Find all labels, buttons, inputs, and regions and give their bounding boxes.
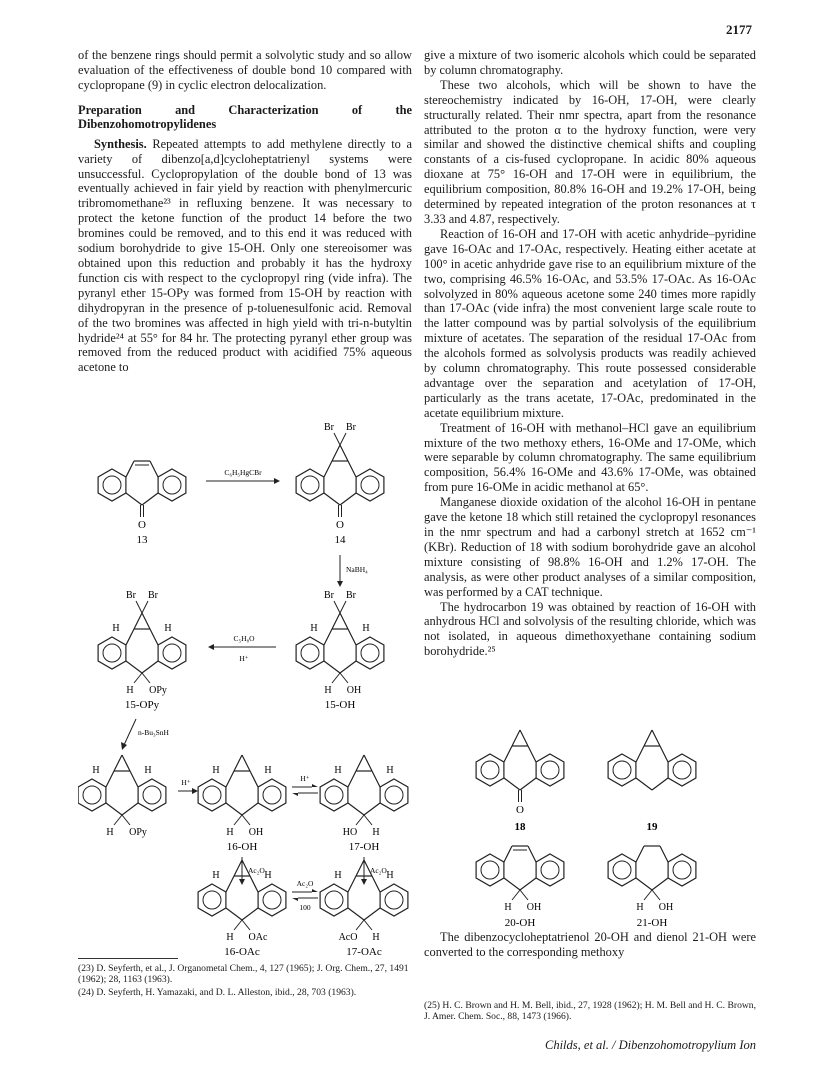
arrow-head (274, 478, 280, 484)
right-paragraph-4: Treatment of 16-OH with methanol–HCl gave an equilibrium mixture of the two methoxy ethers, 16-OMe and 17-OMe, which were separable by column chromatography. The same equilibrium composition, 56.4% 16-OMe and 43.6% 17-OMe, was obtained from pure 16-OMe in acidic methanol at 65°. (424, 420, 756, 495)
atom-label: H (362, 623, 370, 634)
right-paragraph-6: The hydrocarbon 19 was obtained by reaction of 16-OH with anhydrous HCl and solvolysis of the resulting chloride, which was not isolated, in aqueous dimethoxyethane containing sodium borohydride.²⁵ (424, 599, 756, 659)
atom-label: H (386, 870, 394, 881)
reagent-label: H⁺ (181, 778, 191, 787)
left-paragraph-1: of the benzene rings should permit a solvolytic study and so allow evaluation of the effectiveness of double bond 10 compared with cyclopropane (9) in cyclic electron delocalization. (78, 48, 412, 92)
compound-21-oh (608, 846, 696, 928)
atom-label: H (112, 623, 120, 634)
running-footer: Childs, et al. / Dibenzohomotropylium Ion (545, 1038, 756, 1052)
atom-label: H (504, 902, 512, 913)
left-paragraph-2 (78, 137, 412, 376)
right-paragraph-2: These two alcohols, which will be shown to have the stereochemistry indicated by 16-OH, 17-OH, were clearly structurally related. Their nmr spectra, apart from the resonance attributed to the proton α to the hydroxy function, were very similar and showed the distinctive chemical shifts and coupling constants of a cis-fused cyclopropane. In acidic 80% aqueous dioxane at 75° 16-OH and 17-OH were in equilibrium, the equilibrium composition, 80.8% 16-OH and 19.2% 17-OH, being determined by repeated integration of the proton resonances at τ 3.33 and 4.87, respectively. (424, 77, 756, 226)
atom-label: H (264, 765, 272, 776)
footnotes-right (424, 1000, 756, 1024)
reagent-label: 100 (299, 903, 311, 912)
compound-label: 13 (136, 534, 148, 546)
right-paragraph-1: give a mixture of two isomeric alcohols which could be separated by column chromatography. (424, 48, 756, 77)
compounds-18-21-figure (440, 708, 740, 928)
atom-label: H (334, 765, 342, 776)
atom-label: H (324, 685, 332, 696)
atom-label: OH (346, 685, 362, 696)
atom-label: H (212, 765, 220, 776)
compound-label: 15-OH (324, 699, 356, 711)
footnotes-left (78, 958, 412, 999)
atom-label: Br (324, 422, 334, 433)
atom-label: O (516, 804, 524, 816)
arrow-head (192, 788, 198, 794)
atom-label: H (212, 870, 220, 881)
compound-label: 17-OH (348, 841, 380, 853)
reaction-arrow (124, 719, 136, 745)
atom-label: O (336, 519, 344, 531)
reagent-label: Ac₂O (370, 866, 387, 875)
compound-label: 15-OPy (124, 699, 160, 711)
atom-label: H (386, 765, 394, 776)
compound-20-oh (476, 846, 564, 928)
compound-label: 16-OH (226, 841, 258, 853)
compound-label: 17-OAc (346, 946, 382, 955)
compound-16-oac (198, 860, 286, 955)
reagent-label: n-Bu₃SnH (138, 728, 169, 737)
compound-label: 20-OH (504, 917, 536, 928)
atom-label: H (226, 932, 234, 943)
compound-reduced-opy (78, 755, 166, 838)
compound-18 (476, 730, 564, 833)
left-paragraph-2-body: Repeated attempts to add methylene directly to a variety of dibenzo[a,d]cycloheptatrienyl systems were unsuccessful. Cyclopropylation of the double bond of 13 was eventually achieved in fair yield by reaction with phenylmercuric tribromomethane²³ in refluxing benzene. It was necessary to protect the ketone function of the product 14 before the two bromines could be removed, and to this end it was reduced with sodium borohydride to give 15-OH. Only one stereoisomer was obtained upon this reduction and probably it has the hydroxy function cis with respect to the cyclopropyl ring (vide infra). The pyranyl ether 15-OPy was formed from 15-OH by reaction with dihydropyran in the presence of p-toluenesulfonic acid. Removal of the two bromines was affected in high yield with tri-n-butyltin hydride²⁴ at 55° for 84 hr. The protecting pyranyl ether group was removed from the reduced product with acidified 75% aqueous acetone to (78, 136, 412, 375)
arrow-head (292, 898, 298, 901)
reagent-label: C₅H₈O (233, 634, 255, 643)
subsection-lead: Synthesis. (94, 136, 147, 151)
atom-label: H (372, 932, 380, 943)
right-paragraph-5: Manganese dioxide oxidation of the alcohol 16-OH in pentane gave the ketone 18 which still retained the cyclopropyl resonances in the nmr spectrum and had a carbonyl stretch at 1652 cm⁻¹ (KBr). Reduction of 18 with sodium borohydride gave an alcohol mixture consisting of 98.8% 16-OH and 1.2% 17-OH. The analysis, as were other product analyses of a similar composition, was performed by a CAT technique. (424, 495, 756, 599)
arrow-head (312, 889, 318, 892)
atom-label: AcO (338, 932, 358, 943)
arrow-head (208, 644, 214, 650)
atom-label: H (106, 827, 114, 838)
atom-label: Br (324, 590, 334, 601)
atom-label: H (334, 870, 342, 881)
atom-label: OPy (129, 827, 147, 838)
left-column (78, 48, 412, 375)
compound-17-oac (320, 860, 408, 955)
compound-15-oh (296, 590, 384, 711)
reagent-label: Ac₂O (248, 866, 265, 875)
acetate-scheme (78, 850, 418, 955)
compound-17-oh (320, 755, 408, 853)
compound-16-oh (198, 755, 286, 853)
atom-label: H (92, 765, 100, 776)
reagent-label: Ac₂O (296, 879, 314, 888)
footnote-25: (25) H. C. Brown and H. M. Bell, ibid., 27, 1928 (1962); H. M. Bell and H. C. Brown, J. Amer. Chem. Soc., 88, 1473 (1966). (424, 1000, 756, 1023)
compound-13 (98, 461, 186, 546)
compound-label: 18 (514, 821, 526, 833)
atom-label: H (310, 623, 318, 634)
compound-14 (296, 422, 384, 546)
compound-label: 19 (646, 821, 658, 833)
atom-label: OH (248, 827, 264, 838)
atom-label: Br (126, 590, 136, 601)
right-paragraph-7-text: The dibenzocycloheptatrienol 20-OH and dienol 21-OH were converted to the corresponding methoxy (424, 930, 756, 959)
atom-label: H (144, 765, 152, 776)
page-number: 2177 (726, 22, 752, 37)
atom-label: Br (346, 590, 356, 601)
atom-label: H (636, 902, 644, 913)
atom-label: O (138, 519, 146, 531)
atom-label: H (226, 827, 234, 838)
compound-15-opy (98, 590, 186, 711)
footnote-24: (24) D. Seyferth, H. Yamazaki, and D. L. Alleston, ibid., 28, 703 (1963). (78, 986, 357, 998)
right-column (424, 48, 756, 659)
atom-label: OAc (248, 932, 268, 943)
reagent-label: C₆H₅HgCBr (224, 468, 262, 477)
section-heading: Preparation and Characterization of the Dibenzohomotropylidenes (78, 102, 412, 131)
arrow-head (337, 581, 343, 587)
atom-label: Br (148, 590, 158, 601)
atom-label: Br (346, 422, 356, 433)
atom-label: H (372, 827, 380, 838)
right-paragraph-7 (424, 930, 756, 960)
atom-label: OH (526, 902, 542, 913)
arrow-head (312, 784, 318, 787)
atom-label: H (126, 685, 134, 696)
footnote-rule (78, 958, 178, 959)
compound-label: 14 (334, 534, 346, 546)
atom-label: OH (658, 902, 674, 913)
arrow-head (121, 742, 127, 750)
compound-label: 16-OAc (224, 946, 260, 955)
atom-label: OPy (149, 685, 167, 696)
right-paragraph-3: Reaction of 16-OH and 17-OH with acetic anhydride–pyridine gave 16-OAc and 17-OAc, respectively. Heating either acetate at 100° in acetic anhydride gave rise to an equilibrium mixture of the two, comprising 46.5% 16-OAc, and 53.5% 17-OAc. As 16-OAc solvolyzed in 80% aqueous acetone some 240 times more rapidly than 17-OAc (vide infra) the most convenient large scale route to the latter compound was by partial solvolysis of the equilibrium mixture of acetates. The separation of the residual 17-OAc from the alcohols formed as solvolysis products was readily achieved by column chromatography. This route possessed considerable advantage over the separation and acetylation of 17-OH, particularly as the trans acetate, 17-OAc, predominated in the acetate equilibrium mixture. (424, 226, 756, 420)
atom-label: H (264, 870, 272, 881)
arrow-head (292, 793, 298, 796)
compound-19 (608, 730, 696, 833)
compound-label: 21-OH (636, 917, 668, 928)
atom-label: H (164, 623, 172, 634)
footnote-23: (23) D. Seyferth, et al., J. Organometal Chem., 4, 127 (1965); J. Org. Chem., 27, 1491 (1962); 28, 1163 (1963). (78, 963, 409, 986)
reagent-label: H⁺ (239, 654, 249, 663)
reagent-label: NaBH₄ (346, 565, 368, 574)
atom-label: HO (342, 827, 358, 838)
reagent-label: H⁺ (300, 774, 310, 783)
